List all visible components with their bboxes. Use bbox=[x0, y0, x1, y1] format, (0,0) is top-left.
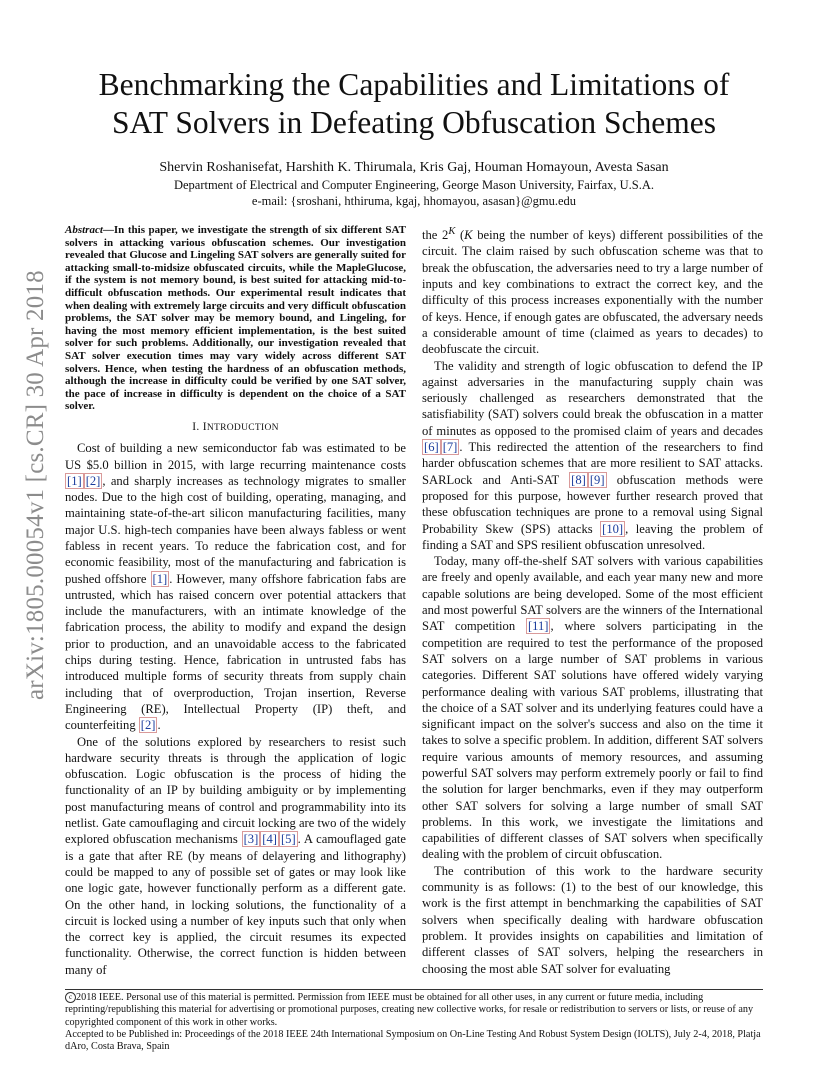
section-number: I. bbox=[192, 420, 203, 433]
text-run: obfuscation methods were proposed for this purpose, however further research proved that these obfuscation techniques are prone to a removal using Signal Probability Skew (SPS) attacks bbox=[422, 472, 763, 536]
author-list: Shervin Roshanisefat, Harshith K. Thirumala, Kris Gaj, Houman Homayoun, Avesta Sasan bbox=[159, 160, 669, 175]
superscript-k: K bbox=[448, 226, 456, 237]
right-column bbox=[422, 224, 763, 977]
text-run: Cost of building a new semiconductor fab was estimated to be US $5.0 billion in 2015, with large recurring maintenance costs bbox=[65, 441, 406, 472]
text-run: The validity and strength of logic obfuscation to defend the IP against adversaries in the manufacturing supply chain was seriously challenged as researchers demonstrated that the satisfiability (SAT) solvers could break the obfuscation in a matter of minutes as opposed to the promised claim of years and decades bbox=[422, 358, 763, 438]
footer-divider bbox=[65, 989, 763, 990]
text-run: , and sharply increases as technology migrates to smaller nodes. Due to the high cost of building, operating, managing, and maintaining state-of-the-art silicon manufacturing facilities, many major U.S. high-tech companies have been always fabless or went fabless in recent years. To reduce the fabrication cost, and for economic feasibility, most of the manufacturing and fabrication is pushed offshore bbox=[65, 473, 406, 586]
text-run: . A camouflaged gate is a gate that after RE (by means of delayering and lithography) could be mapped to any of possible set of gates or may look like one logic gate, however functionally perform as a different gate. On the other hand, in locking solutions, the functionality of a circuit is locked using a number of key inputs such that only when the correct key is applied, the circuit resumes its expected functionality. Otherwise, the correct function is hidden between many of bbox=[65, 832, 406, 977]
intro-paragraph-1 bbox=[65, 440, 406, 733]
text-run: , leaving the problem of finding a SAT and SPS resilient obfuscation unresolved. bbox=[422, 521, 763, 552]
text-run: being the number of keys) different possibilities of the circuit. The claim raised by such obfuscation scheme was that to break the obfuscation, the adversaries need to try a large number of inputs and key combinations to extract the correct key, and the difficulty of this process increases exponentially with the number of keys. Hence, if enough gates are obfuscated, the adversary needs a considerable amount of time (claimed as years to decades) to deobfuscate the circuit. bbox=[422, 228, 763, 357]
right-paragraph-1 bbox=[422, 358, 763, 554]
abstract-text: —In this paper, we investigate the strength of six different SAT solvers in attacking various obfuscation schemes. Our investigation revealed that Glucose and Lingeling SAT solvers are generally suited for attacking small-to-midsize obfuscated circuits, while the MapleGlucose, if the system is not memory bound, is best suited for attacking mid-to-difficult obfuscation methods. Our experimental result indicates that when dealing with extremely large circuits and very difficult obfuscation problems, the SAT solver may be memory bound, and Lingeling, for having the most memory efficient implementation, is the best suited solver for such problems. Additionally, our investigation revealed that SAT solver execution times may vary widely across different SAT solvers. Hence, when testing the hardness of an obfuscation methods, although the increase in difficulty could be verified by one SAT solver, the pace of increase in difficulty is dependent on the choice of a SAT solver. bbox=[65, 224, 406, 413]
text-run: ( bbox=[455, 228, 465, 243]
title-line-1: Benchmarking the Capabilities and Limitations of bbox=[98, 67, 730, 102]
right-paragraph-3: The contribution of this work to the hardware security community is as follows: (1) to the best of our knowledge, this work is the first attempt in benchmarking the capabilities of SAT solvers when specifically dealing with hardware obfuscation problem. It provides insights on capabilities and limitation of different classes of SAT solvers, helping the researchers in choosing the most able SAT solver for evaluating bbox=[422, 863, 763, 976]
paper-title bbox=[60, 66, 768, 142]
citation-link[interactable]: [8] bbox=[571, 472, 586, 487]
title-line-2: SAT Solvers in Defeating Obfuscation Schemes bbox=[112, 105, 716, 140]
citation-link[interactable]: [3] bbox=[243, 832, 259, 847]
citation-link[interactable]: [9] bbox=[589, 472, 605, 487]
citation-link[interactable]: [11] bbox=[527, 619, 549, 634]
left-column bbox=[65, 224, 406, 978]
text-run: One of the solutions explored by researchers to resist such hardware security threats is through the application of logic obfuscation. Logic obfuscation is the process of hiding the functionality of an IP by building ambiguity or by implementing post manufacturing means of control and programmability into its netlist. Gate camouflaging and circuit locking are two of the widely explored obfuscation mechanisms bbox=[65, 734, 406, 847]
text-run: . bbox=[157, 718, 161, 733]
abstract-label: Abstract bbox=[65, 224, 103, 236]
text-run: . However, many offshore fabrication fabs are untrusted, which has raised concern over potential attackers that include the manufacturers, with an intimate knowledge of the fabrication process, the ability to modify and expand the design prior to production, and an unavoidable access to the fabricated chips during testing. Hence, fabrication in untrusted fabs has introduced multiple forms of security threats from supply chain including that of overproduction, Trojan insertion, Reverse Engineering (RE), Intellectual Property (IP) theft, and counterfeiting bbox=[65, 571, 406, 733]
citation-link[interactable]: [1] bbox=[152, 571, 168, 586]
text-run: , where solvers participating in the competition are required to test the performance of the proposed SAT solvers on a large number of SAT problems in various categories. Different SAT solutions have offered widely varying performance dealing with various SAT problems, illustrating that the choice of a SAT solver and its underlying features could have a significant impact on the solver's success and also on the time it takes to solve a specific problem. In addition, different SAT solvers require various amounts of memory resources, and assuming powerful SAT solvers may perform extremely poorly or fail to find the solution for larger benchmarks, even if they may outperform other SAT solvers for solving a large number of small SAT problems. In this work, we investigate the limitations and capabilities of different classes of SAT solvers when specifically dealing with the problem of circuit obfuscation. bbox=[422, 619, 763, 862]
copyright-icon: c bbox=[65, 992, 76, 1003]
citation-link[interactable]: [5] bbox=[280, 832, 296, 847]
citation-link[interactable]: [1] bbox=[67, 473, 82, 488]
affiliation: Department of Electrical and Computer Engineering, George Mason University, Fairfax, U.S.A. bbox=[173, 178, 655, 192]
citation-link[interactable]: [4] bbox=[262, 832, 277, 847]
variable-k: K bbox=[464, 228, 473, 243]
right-paragraph-0 bbox=[422, 224, 763, 358]
publication-note: Accepted to be Published in: Proceedings of the 2018 IEEE 24th International Symposium on On-Line Testing And Robust System Design (IOLTS), July 2-4, 2018, Platja dAro, Costa Brava, Spain bbox=[65, 1028, 761, 1053]
abstract bbox=[65, 224, 406, 413]
arxiv-stamp: arXiv:1805.00054v1 [cs.CR] 30 Apr 2018 bbox=[22, 270, 49, 700]
citation-link[interactable]: [2] bbox=[140, 718, 156, 733]
section-smallcaps: NTRODUCTION bbox=[206, 422, 279, 433]
copyright-text: 2018 IEEE. Personal use of this material is permitted. Permission from IEEE must be obtained for all other uses, in any current or future media, including reprinting/republishing this material for advertising or promotional purposes, creating new collective works, for resale or redistribution to servers or lists, or reuse of any copyrighted component of this work in other works. bbox=[65, 992, 754, 1028]
intro-paragraph-2 bbox=[65, 734, 406, 978]
citation-link[interactable]: [7] bbox=[442, 440, 458, 455]
right-paragraph-2 bbox=[422, 553, 763, 863]
section-heading-introduction bbox=[65, 419, 406, 436]
email-line: e-mail: {sroshani, hthiruma, kgaj, hhomayou, asasan}@gmu.edu bbox=[251, 194, 577, 208]
text-run: the 2 bbox=[422, 228, 449, 243]
section-initial: I bbox=[202, 420, 207, 433]
text-run: . This redirected the attention of the researchers to find harder obfuscation schemes that are more resilient to SAT attacks. SARLock and Anti-SAT bbox=[422, 440, 763, 487]
citation-link[interactable]: [10] bbox=[602, 521, 624, 536]
copyright-footer bbox=[65, 992, 763, 1053]
citation-link[interactable]: [6] bbox=[424, 440, 439, 455]
text-run: Today, many off-the-shelf SAT solvers with various capabilities are freely and openly available, and each year many new and more capable solutions are being developed. Some of the most efficient and most powerful SAT solvers are the winners of the International SAT competition bbox=[422, 554, 763, 634]
copyright-notice bbox=[65, 992, 763, 1029]
citation-link[interactable]: [2] bbox=[85, 473, 101, 488]
